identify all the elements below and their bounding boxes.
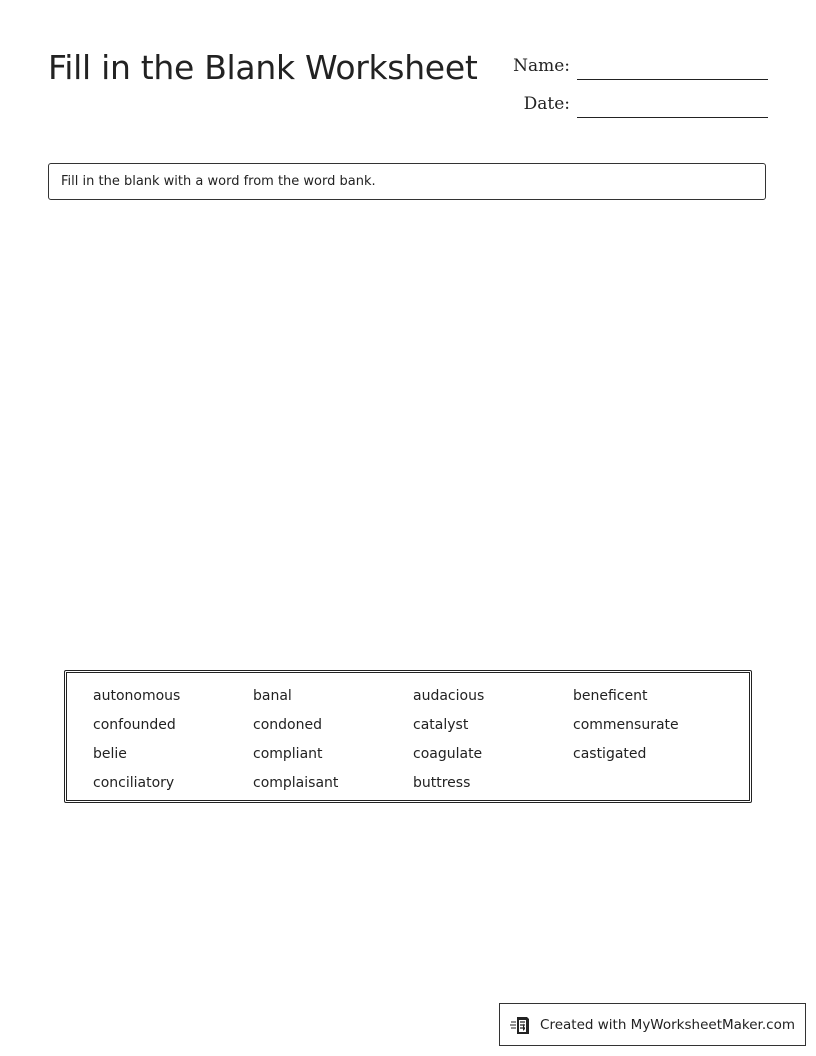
word-bank-item: catalyst	[413, 717, 469, 733]
word-bank-item: condoned	[253, 717, 322, 733]
name-field	[500, 50, 768, 80]
word-bank-item: conciliatory	[93, 775, 175, 791]
date-label: Date:	[523, 94, 570, 114]
name-label: Name:	[513, 56, 570, 76]
word-bank-grid	[93, 682, 733, 798]
footer-text: Created with MyWorksheetMaker.com	[540, 1016, 795, 1033]
worksheet-maker-logo-icon	[510, 1014, 532, 1036]
word-bank-item: autonomous	[93, 688, 181, 704]
word-bank-item: belie	[93, 746, 127, 762]
word-bank-item: audacious	[413, 688, 485, 704]
instructions-box	[48, 163, 766, 200]
name-blank-line[interactable]	[577, 79, 768, 80]
date-blank-line[interactable]	[577, 117, 768, 118]
word-bank-item: banal	[253, 688, 292, 704]
word-bank-item: castigated	[573, 746, 647, 762]
word-bank	[64, 670, 752, 803]
word-bank-item: compliant	[253, 746, 323, 762]
word-bank-item: coagulate	[413, 746, 483, 762]
word-bank-item: buttress	[413, 775, 471, 791]
footer-badge[interactable]	[499, 1003, 806, 1046]
instructions-text: Fill in the blank with a word from the word bank.	[61, 174, 376, 189]
date-field	[500, 88, 768, 118]
worksheet-title: Fill in the Blank Worksheet	[48, 48, 478, 87]
word-bank-item: confounded	[93, 717, 176, 733]
word-bank-item: complaisant	[253, 775, 339, 791]
word-bank-item: commensurate	[573, 717, 679, 733]
word-bank-item: beneficent	[573, 688, 648, 704]
